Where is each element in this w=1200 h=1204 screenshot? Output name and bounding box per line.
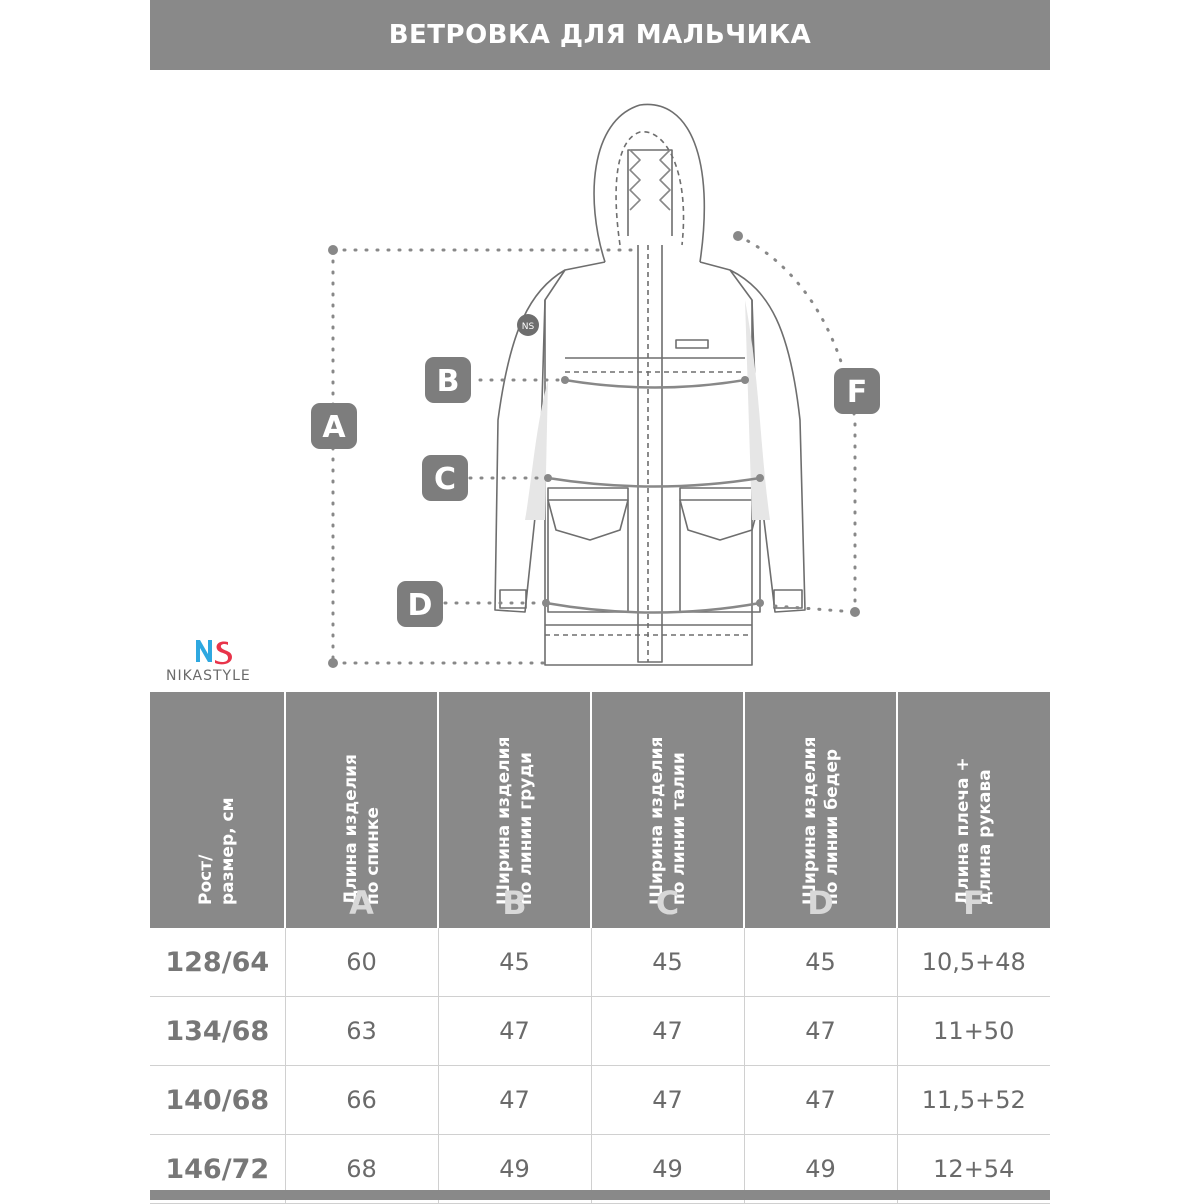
marker-d xyxy=(397,581,443,627)
marker-c xyxy=(422,455,468,501)
cell-a: 63 xyxy=(285,997,438,1066)
svg-text:F: F xyxy=(846,375,868,410)
svg-text:D: D xyxy=(407,588,433,623)
svg-text:NS: NS xyxy=(521,322,535,332)
page-title: ВЕТРОВКА ДЛЯ МАЛЬЧИКА xyxy=(388,20,812,50)
table-row xyxy=(150,997,1050,1066)
cell-c: 47 xyxy=(591,1066,744,1135)
cell-d: 45 xyxy=(744,928,897,997)
cell-size: 128/64 xyxy=(150,928,285,997)
cell-a: 66 xyxy=(285,1066,438,1135)
cell-d: 49 xyxy=(744,1135,897,1204)
header-f: Длина плеча + длина рукава F xyxy=(897,692,1050,928)
table-row xyxy=(150,928,1050,997)
cell-f: 11+50 xyxy=(897,997,1050,1066)
header-d: Ширина изделия по линии бедер D xyxy=(744,692,897,928)
cell-d: 47 xyxy=(744,1066,897,1135)
bottom-bar xyxy=(150,1190,1050,1200)
marker-f xyxy=(834,368,880,414)
header-size: Рост/ размер, см xyxy=(150,692,285,928)
cell-size: 140/68 xyxy=(150,1066,285,1135)
size-table xyxy=(150,692,1050,1204)
cell-a: 60 xyxy=(285,928,438,997)
table-row xyxy=(150,1066,1050,1135)
cell-size: 134/68 xyxy=(150,997,285,1066)
cell-c: 47 xyxy=(591,997,744,1066)
cell-c: 45 xyxy=(591,928,744,997)
svg-text:C: C xyxy=(433,462,457,497)
svg-text:B: B xyxy=(436,364,460,399)
svg-text:A: A xyxy=(322,410,346,445)
cell-b: 47 xyxy=(438,1066,591,1135)
cell-f: 12+54 xyxy=(897,1135,1050,1204)
cell-d: 47 xyxy=(744,997,897,1066)
cell-f: 10,5+48 xyxy=(897,928,1050,997)
cell-b: 49 xyxy=(438,1135,591,1204)
cell-a: 68 xyxy=(285,1135,438,1204)
cell-size: 146/72 xyxy=(150,1135,285,1204)
cell-b: 47 xyxy=(438,997,591,1066)
title-banner xyxy=(150,0,1050,70)
marker-a xyxy=(311,403,357,449)
header-b: Ширина изделия по линии груди B xyxy=(438,692,591,928)
cell-b: 45 xyxy=(438,928,591,997)
table-header-row xyxy=(150,692,1050,928)
cell-c: 49 xyxy=(591,1135,744,1204)
cell-f: 11,5+52 xyxy=(897,1066,1050,1135)
header-a: Длина изделия по спинке A xyxy=(285,692,438,928)
marker-b xyxy=(425,357,471,403)
nikastyle-logo-icon xyxy=(170,636,270,666)
brand-name: NIKASTYLE xyxy=(166,668,251,684)
jacket-diagram xyxy=(0,70,1200,690)
header-c: Ширина изделия по линии талии C xyxy=(591,692,744,928)
